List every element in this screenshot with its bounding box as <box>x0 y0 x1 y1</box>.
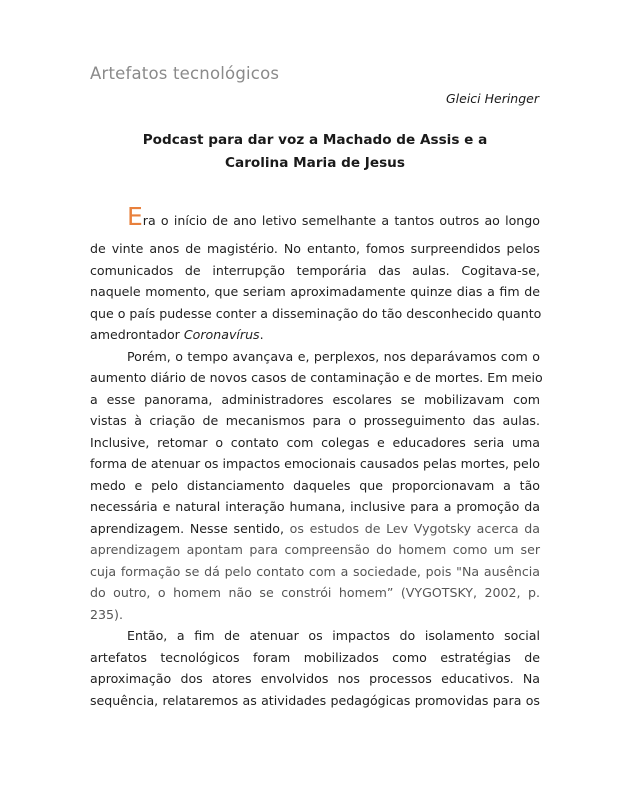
paragraph-2-line: 235). <box>90 606 123 622</box>
paragraph-2-line: a esse panorama, administradores escolares se mobilizavam com <box>90 391 540 407</box>
title-line-1: Podcast para dar voz a Machado de Assis e a <box>142 132 488 148</box>
paragraph-2-line: forma de atenuar os impactos emocionais causados pelas mortes, pelo <box>90 456 540 471</box>
paragraph-3-line: artefatos tecnológicos foram mobilizados como estratégias de <box>90 649 540 665</box>
paragraph-2-line: medo e pelo distanciamento daqueles que proporcionavam a tão <box>90 477 540 493</box>
paragraph-2-line: vistas à criação de mecanismos para o prosseguimento das aulas. <box>90 413 540 428</box>
paragraph-3-line: sequência, relataremos as atividades pedagógicas promovidas para os <box>90 692 540 708</box>
paragraph-2-line: aumento diário de novos casos de contaminação e de mortes. Em meio <box>90 370 543 385</box>
text-span: . <box>259 327 264 342</box>
article-body <box>90 196 543 711</box>
paragraph-2-line: Inclusive, retomar o contato com colegas e educadores seria uma <box>90 434 540 450</box>
section-header: Artefatos tecnológicos <box>90 64 280 83</box>
paragraph-3-line: Então, a fim de atenuar os impactos do isolamento social <box>127 628 540 643</box>
text-span: ra o início de ano letivo semelhante a tantos outros ao longo <box>142 213 540 228</box>
paragraph-3-line: aproximação dos atores envolvidos nos processos educativos. Na <box>90 671 540 686</box>
quoted-text: os estudos de Lev Vygotsky acerca da <box>289 520 540 536</box>
paragraph-2-line: Porém, o tempo avançava e, perplexos, nos deparávamos com o <box>127 348 540 364</box>
paragraph-2-line: aprendizagem apontam para compreensão do homem como um ser <box>90 542 540 557</box>
article-title <box>90 129 540 175</box>
drop-cap: E <box>127 202 143 231</box>
text-span: aprendizagem. Nesse sentido, <box>90 520 290 536</box>
paragraph-1-line <box>90 196 540 238</box>
text-span: amedrontador <box>90 327 184 342</box>
paragraph-1-line <box>90 324 540 346</box>
author-name: Gleici Heringer <box>445 91 539 106</box>
paragraph-2-line: do outro, o homem não se constrói homem” (VYGOTSKY, 2002, p. <box>90 585 540 600</box>
paragraph-1-line: de vinte anos de magistério. No entanto, fomos surpreendidos pelos <box>90 241 540 256</box>
paragraph-1-line: naquele momento, que seriam aproximadamente quinze dias a fim de <box>90 284 540 299</box>
paragraph-1-line: comunicados de interrupção temporária das aulas. Cogitava-se, <box>90 262 540 278</box>
title-line-2: Carolina Maria de Jesus <box>225 155 405 171</box>
paragraph-2-line <box>90 518 540 540</box>
paragraph-2-line: necessária e natural interação humana, inclusive para a promoção da <box>90 499 540 514</box>
emphasis-text: Coronavírus <box>183 327 260 342</box>
paragraph-2-line: cuja formação se dá pelo contato com a sociedade, pois "Na ausência <box>90 563 540 579</box>
paragraph-1-line: que o país pudesse conter a disseminação do tão desconhecido quanto <box>90 305 542 321</box>
